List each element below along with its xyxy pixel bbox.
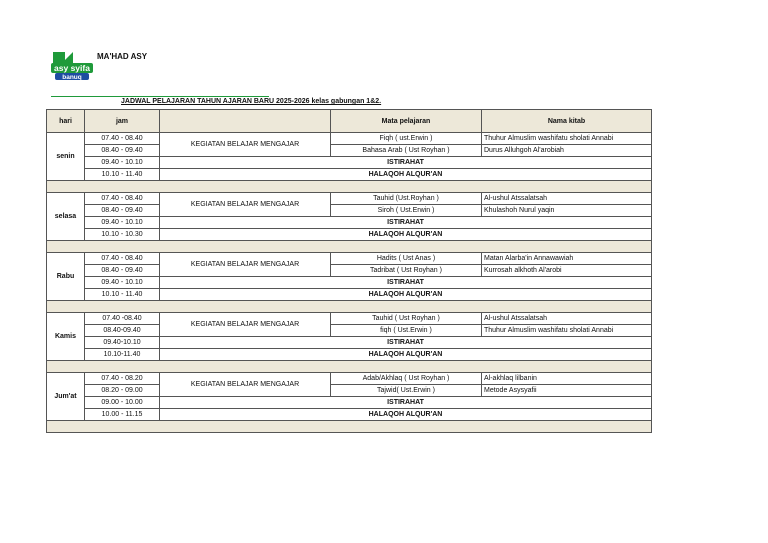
table-row xyxy=(47,409,652,421)
time-cell: 09.00 - 10.00 xyxy=(85,397,160,409)
logo-text-line2: banuq xyxy=(62,74,82,81)
day-separator xyxy=(47,361,652,373)
table-row xyxy=(47,265,652,277)
table-row xyxy=(47,157,652,169)
subject-cell: fiqh ( Ust.Erwin ) xyxy=(331,325,482,337)
schedule-title: JADWAL PELAJARAN TAHUN AJARAN BARU 2025-2026 kelas gabungan 1&2. xyxy=(121,98,382,105)
header-day: hari xyxy=(47,110,85,133)
header-book: Nama kitab xyxy=(482,110,652,133)
time-cell: 09.40 - 10.10 xyxy=(85,277,160,289)
day-cell: Jum'at xyxy=(47,373,85,421)
subject-cell: Tauhid (Ust.Royhan ) xyxy=(331,193,482,205)
time-cell: 10.00 - 11.15 xyxy=(85,409,160,421)
time-cell: 08.40 - 09.40 xyxy=(85,265,160,277)
time-cell: 10.10 - 11.40 xyxy=(85,289,160,301)
day-separator xyxy=(47,241,652,253)
time-cell: 09.40 - 10.10 xyxy=(85,157,160,169)
break-cell: ISTIRAHAT xyxy=(160,397,652,409)
subject-cell: Tauhid ( Ust Royhan ) xyxy=(331,313,482,325)
time-cell: 08.40 - 09.40 xyxy=(85,145,160,157)
table-row xyxy=(47,145,652,157)
header-subject: Mata pelajaran xyxy=(331,110,482,133)
table-row xyxy=(47,337,652,349)
table-row xyxy=(47,217,652,229)
subject-cell: Tajwid( Ust.Erwin ) xyxy=(331,385,482,397)
break-cell: ISTIRAHAT xyxy=(160,157,652,169)
quran-cell: HALAQOH ALQUR'AN xyxy=(160,169,652,181)
time-cell: 07.40 - 08.20 xyxy=(85,373,160,385)
time-cell: 07.40 - 08.40 xyxy=(85,193,160,205)
subject-cell: Fiqh ( ust.Erwin ) xyxy=(331,133,482,145)
subject-cell: Bahasa Arab ( Ust Royhan ) xyxy=(331,145,482,157)
book-cell: Thuhur Almuslim washifatu sholati Annabi xyxy=(482,325,652,337)
book-cell: Kurrosah alkhoth Al'arobi xyxy=(482,265,652,277)
activity-cell: KEGIATAN BELAJAR MENGAJAR xyxy=(160,253,331,277)
table-row xyxy=(47,373,652,385)
table-row xyxy=(47,253,652,265)
header-time: jam xyxy=(85,110,160,133)
table-row xyxy=(47,193,652,205)
book-cell: Durus Alluhgoh Al'arobiah xyxy=(482,145,652,157)
table-row xyxy=(47,385,652,397)
book-cell: Matan Alarba'in Annawawiah xyxy=(482,253,652,265)
schedule-table xyxy=(46,109,652,433)
day-separator xyxy=(47,421,652,433)
book-cell: Thuhur Almuslim washifatu sholati Annabi xyxy=(482,133,652,145)
day-separator xyxy=(47,181,652,193)
time-cell: 09.40 - 10.10 xyxy=(85,217,160,229)
time-cell: 09.40-10.10 xyxy=(85,337,160,349)
book-cell: Al-ushul Atssalatsah xyxy=(482,313,652,325)
subject-cell: Siroh ( Ust.Erwin ) xyxy=(331,205,482,217)
time-cell: 08.40 - 09.40 xyxy=(85,205,160,217)
time-cell: 10.10-11.40 xyxy=(85,349,160,361)
book-cell: Metode Asysyafii xyxy=(482,385,652,397)
activity-cell: KEGIATAN BELAJAR MENGAJAR xyxy=(160,133,331,157)
quran-cell: HALAQOH ALQUR'AN xyxy=(160,289,652,301)
table-row xyxy=(47,349,652,361)
table-row xyxy=(47,313,652,325)
table-row xyxy=(47,277,652,289)
day-separator xyxy=(47,301,652,313)
book-cell: Khulashoh Nurul yaqin xyxy=(482,205,652,217)
book-cell: Al-akhlaq lilbanin xyxy=(482,373,652,385)
school-name: MA'HAD ASY xyxy=(97,52,148,61)
time-cell: 07.40 - 08.40 xyxy=(85,133,160,145)
break-cell: ISTIRAHAT xyxy=(160,217,652,229)
time-cell: 08.40-09.40 xyxy=(85,325,160,337)
subject-cell: Adab/Akhlaq ( Ust Royhan ) xyxy=(331,373,482,385)
school-logo xyxy=(51,51,93,81)
quran-cell: HALAQOH ALQUR'AN xyxy=(160,229,652,241)
break-cell: ISTIRAHAT xyxy=(160,277,652,289)
time-cell: 07.40 - 08.40 xyxy=(85,253,160,265)
header-divider xyxy=(51,96,269,97)
book-cell: Al-ushul Atssalatsah xyxy=(482,193,652,205)
activity-cell: KEGIATAN BELAJAR MENGAJAR xyxy=(160,373,331,397)
table-header-row xyxy=(47,110,652,133)
quran-cell: HALAQOH ALQUR'AN xyxy=(160,409,652,421)
header-activity xyxy=(160,110,331,133)
table-row xyxy=(47,325,652,337)
table-row xyxy=(47,133,652,145)
time-cell: 10.10 - 10.30 xyxy=(85,229,160,241)
day-cell: Kamis xyxy=(47,313,85,361)
subject-cell: Tadribat ( Ust Royhan ) xyxy=(331,265,482,277)
logo-text-line1: asy syifa xyxy=(54,63,90,73)
table-row xyxy=(47,229,652,241)
table-row xyxy=(47,397,652,409)
break-cell: ISTIRAHAT xyxy=(160,337,652,349)
quran-cell: HALAQOH ALQUR'AN xyxy=(160,349,652,361)
table-row xyxy=(47,205,652,217)
day-cell: selasa xyxy=(47,193,85,241)
time-cell: 10.10 - 11.40 xyxy=(85,169,160,181)
time-cell: 07.40 -08.40 xyxy=(85,313,160,325)
subject-cell: Hadits ( Ust Anas ) xyxy=(331,253,482,265)
time-cell: 08.20 - 09.00 xyxy=(85,385,160,397)
table-row xyxy=(47,169,652,181)
activity-cell: KEGIATAN BELAJAR MENGAJAR xyxy=(160,313,331,337)
day-cell: Rabu xyxy=(47,253,85,301)
activity-cell: KEGIATAN BELAJAR MENGAJAR xyxy=(160,193,331,217)
day-cell: senin xyxy=(47,133,85,181)
table-row xyxy=(47,289,652,301)
